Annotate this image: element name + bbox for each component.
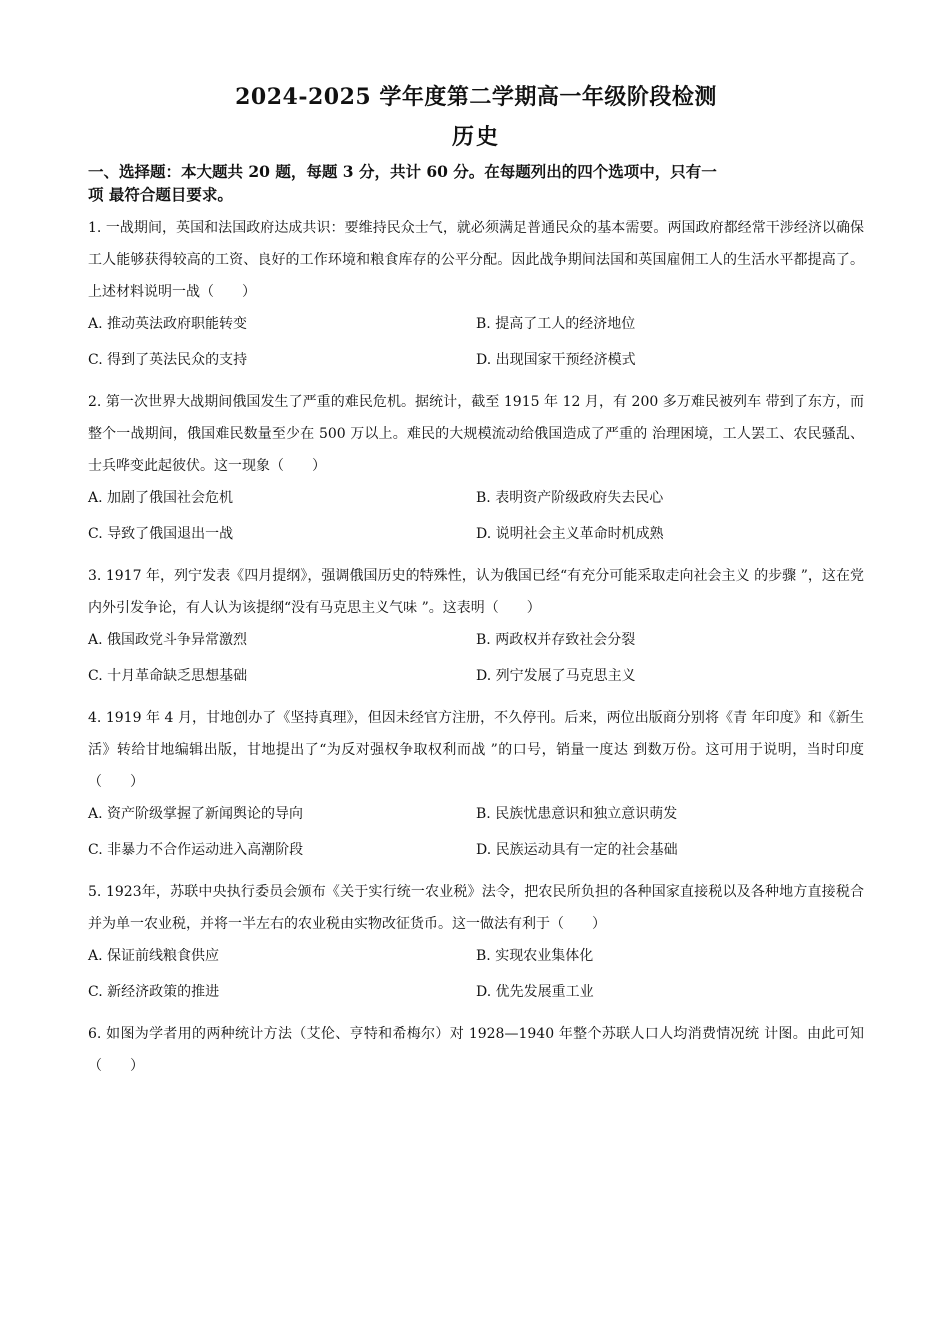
question-5-option-d: D. 优先发展重工业 [476, 984, 594, 1000]
question-6-stem: 6. 如图为学者用的两种统计方法（艾伦、亨特和希梅尔）对 1928—1940 年整个苏联人口人均消费情况统 计图。由此可知（ ） [88, 1026, 864, 1074]
question-1-option-a: A. 推动英法政府职能转变 [88, 316, 248, 332]
question-5-option-a: A. 保证前线粮食供应 [88, 948, 220, 964]
exam-title: 2024-2025 学年度第二学期高一年级阶段检测 [235, 84, 717, 110]
question-3-options [88, 624, 864, 696]
question-4-option-a: A. 资产阶级掌握了新闻舆论的导向 [88, 806, 304, 822]
question-2-option-b: B. 表明资产阶级政府失去民心 [476, 490, 664, 506]
question-4-option-b: B. 民族忧患意识和独立意识萌发 [476, 806, 678, 822]
subject-title: 历史 [451, 124, 500, 150]
question-4-option-c: C. 非暴力不合作运动进入高潮阶段 [88, 842, 304, 858]
question-4-option-d: D. 民族运动具有一定的社会基础 [476, 842, 678, 858]
question-2-stem: 2. 第一次世界大战期间俄国发生了严重的难民危机。据统计，截至 1915 年 12 月，有 200 多万难民被列车 带到了东方，而整个一战期间，俄国难民数量至少在 500 万以上。难民的大规模流动给俄国造成了严重的 治理困境，工人罢工、农民骚乱、士兵哗变此起彼伏。这一现象（ ） [88, 394, 864, 474]
question-3-stem: 3. 1917 年，列宁发表《四月提纲》，强调俄国历史的特殊性，认为俄国已经“有充分可能采取走向社会主义 的步骤 ”，这在党内外引发争论，有人认为该提纲“没有马克思主义气味 ”。这表明（ ） [88, 568, 864, 616]
section-heading-line-2: 项 最符合题目要求。 [88, 185, 233, 204]
question-2-option-c: C. 导致了俄国退出一战 [88, 526, 234, 542]
section-heading-line-1: 一、选择题：本大题共 20 题，每题 3 分，共计 60 分。在每题列出的四个选项中，只有一 [88, 162, 717, 181]
question-4-options [88, 798, 864, 870]
question-5-option-c: C. 新经济政策的推进 [88, 984, 220, 1000]
question-2-option-d: D. 说明社会主义革命时机成熟 [476, 526, 664, 542]
question-2-options [88, 482, 864, 554]
question-3-option-a: A. 俄国政党斗争异常激烈 [88, 632, 248, 648]
exam-page [88, 80, 864, 1082]
question-3-option-b: B. 两政权并存致社会分裂 [476, 632, 636, 648]
question-5-stem: 5. 1923年，苏联中央执行委员会颁布《关于实行统一农业税》法令，把农民所负担的各种国家直接税以及各种地方直接税合并为单一农业税，并将一半左右的农业税由实物改征货币。这一做法有利于（ ） [88, 884, 864, 932]
question-3-option-d: D. 列宁发展了马克思主义 [476, 668, 636, 684]
question-5-options [88, 940, 864, 1012]
question-4-stem: 4. 1919 年 4 月，甘地创办了《坚持真理》，但因未经官方注册，不久停刊。后来，两位出版商分别将《青 年印度》和《新生活》转给甘地编辑出版，甘地提出了“为反对强权争取权利而战 ”的口号，销量一度达 到数万份。这可用于说明，当时印度（ ） [88, 710, 864, 790]
question-5-option-b: B. 实现农业集体化 [476, 948, 594, 964]
question-3-option-c: C. 十月革命缺乏思想基础 [88, 668, 248, 684]
question-1-option-c: C. 得到了英法民众的支持 [88, 352, 248, 368]
question-1-stem: 1. 一战期间，英国和法国政府达成共识：要维持民众士气，就必须满足普通民众的基本需要。两国政府都经常干涉经济以确保工人能够获得较高的工资、良好的工作环境和粮食库存的公平分配。因此战争期间法国和英国雇佣工人的生活水平都提高了。上述材料说明一战（ ） [88, 220, 864, 300]
question-1-options [88, 308, 864, 380]
section-heading [88, 160, 864, 206]
question-1-option-b: B. 提高了工人的经济地位 [476, 316, 636, 332]
question-2-option-a: A. 加剧了俄国社会危机 [88, 490, 234, 506]
question-1-option-d: D. 出现国家干预经济模式 [476, 352, 636, 368]
